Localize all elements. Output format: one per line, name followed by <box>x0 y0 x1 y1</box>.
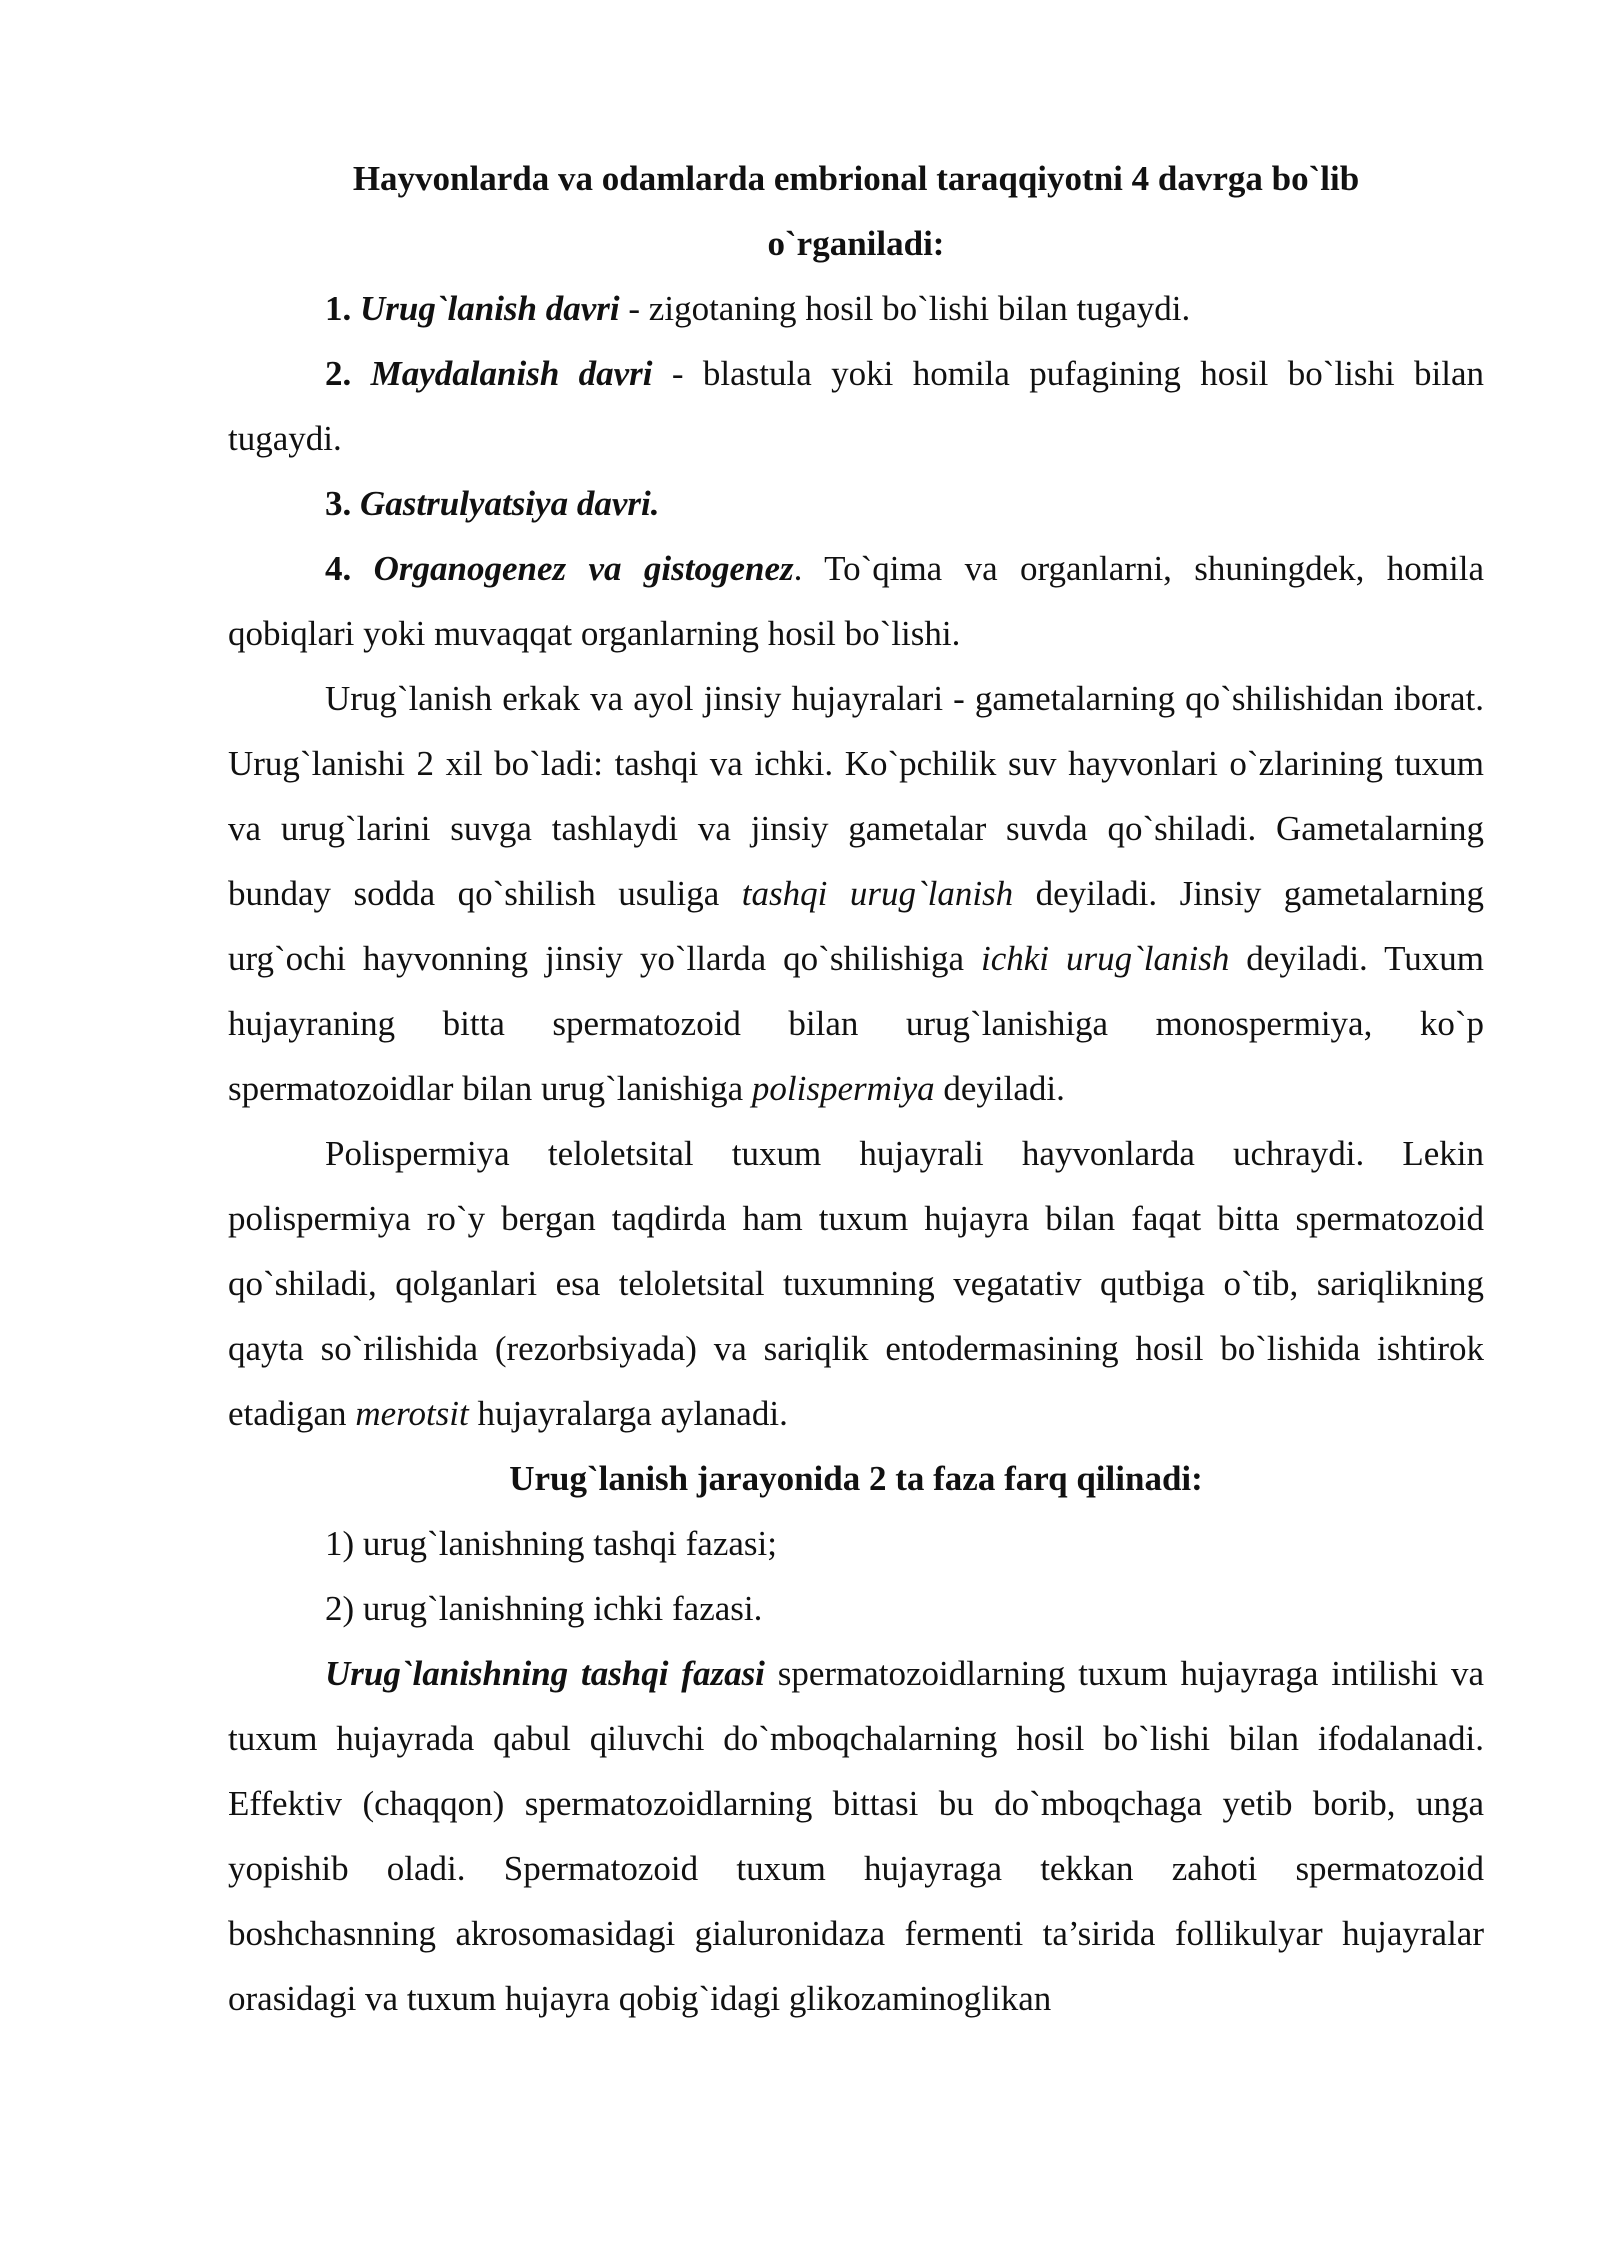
period-1 <box>228 276 1484 341</box>
period-1-term: Urug`lanish davri <box>360 289 620 328</box>
period-1-num: 1. <box>325 289 360 328</box>
period-4-num: 4. <box>325 549 374 588</box>
para1-text-a: Urug`lanish erkak va ayol jinsiy hujayralari - gametalarning qo`shilishidan iborat. Urug`lanishi 2 xil bo`ladi: tashqi va ichki. Ko`pchilik suv hayvonlari o`zlarining tuxum va urug`larini suvga tashlaydi va jinsiy gametalar suvda qo`shiladi. Gametalarning bunday sodda qo`shilish usuliga <box>228 679 1484 913</box>
para1-text-b: deyiladi. Jinsiy gametalarning urg`ochi hayvonning jinsiy yo`llarda qo`shilishiga <box>228 874 1484 978</box>
period-3-num: 3. <box>325 484 360 523</box>
period-2 <box>228 341 1484 471</box>
period-1-text: - zigotaning hosil bo`lishi bilan tugaydi. <box>619 289 1191 328</box>
paragraph-external-phase <box>228 1641 1484 2031</box>
subheading: Urug`lanish jarayonida 2 ta faza farq qilinadi: <box>509 1459 1203 1498</box>
heading-line-1: Hayvonlarda va odamlarda embrional taraqqiyotni 4 davrga bo`lib <box>352 159 1360 198</box>
heading-line-2: o`rganiladi: <box>767 224 945 263</box>
term-external-fertilization: tashqi urug`lanish <box>741 874 1014 913</box>
para3-text-a: spermatozoidlarning tuxum hujayraga intilishi va tuxum hujayrada qabul qiluvchi do`mboqchalarning hosil bo`lishi bilan ifodalanadi. Effektiv (chaqqon) spermatozoidlarning bittasi bu do`mboqchaga yetib borib, unga yopishib oladi. Spermatozoid tuxum hujayraga tekkan zahoti spermatozoid boshchasnning akrosomasidagi gialuronidaza fermenti ta’sirida follikulyar hujayralar orasidagi va tuxum hujayra qobig`idagi glikozaminoglikan <box>228 1654 1485 2018</box>
term-merocyte: merotsit <box>355 1394 469 1433</box>
paragraph-fertilization <box>228 666 1484 1121</box>
document-page <box>228 146 1484 2031</box>
phase-1: 1) urug`lanishning tashqi fazasi; <box>325 1524 777 1563</box>
period-4 <box>228 536 1484 666</box>
period-2-text: - blastula yoki homila pufagining hosil bo`lishi bilan tugaydi. <box>228 354 1485 458</box>
para2-text-a: Polispermiya teloletsital tuxum hujayrali hayvonlarda uchraydi. Lekin polispermiya ro`y bergan taqdirda ham tuxum hujayra bilan faqat bitta spermatozoid qo`shiladi, qolganlari esa teloletsital tuxumning vegatativ qutbiga o`tib, sariqlikning qayta so`rilishida (rezorbsiyada) va sariqlik entodermasining hosil bo`lishida ishtirok etadigan <box>228 1134 1484 1433</box>
para2-text-b: hujayralarga aylanadi. <box>468 1394 788 1433</box>
term-polyspermy: polispermiya <box>751 1069 935 1108</box>
phase-2: 2) urug`lanishning ichki fazasi. <box>325 1589 763 1628</box>
term-internal-fertilization: ichki urug`lanish <box>980 939 1230 978</box>
period-4-text: . To`qima va organlarni, shuningdek, homila qobiqlari yoki muvaqqat organlarning hosil bo`lishi. <box>228 549 1484 653</box>
period-2-term: Maydalanish davri <box>370 354 653 393</box>
term-external-phase: Urug`lanishning tashqi fazasi <box>325 1654 765 1693</box>
para1-text-d: deyiladi. <box>934 1069 1065 1108</box>
period-2-num: 2. <box>325 354 371 393</box>
period-3-term: Gastrulyatsiya davri. <box>360 484 660 523</box>
period-4-term: Organogenez va gistogenez <box>373 549 794 588</box>
para1-text-c: deyiladi. Tuxum hujayraning bitta spermatozoid bilan urug`lanishiga monospermiya, ko`p spermatozoidlar bilan urug`lanishiga <box>228 939 1484 1108</box>
period-3 <box>228 471 1484 536</box>
paragraph-polyspermy <box>228 1121 1484 1446</box>
